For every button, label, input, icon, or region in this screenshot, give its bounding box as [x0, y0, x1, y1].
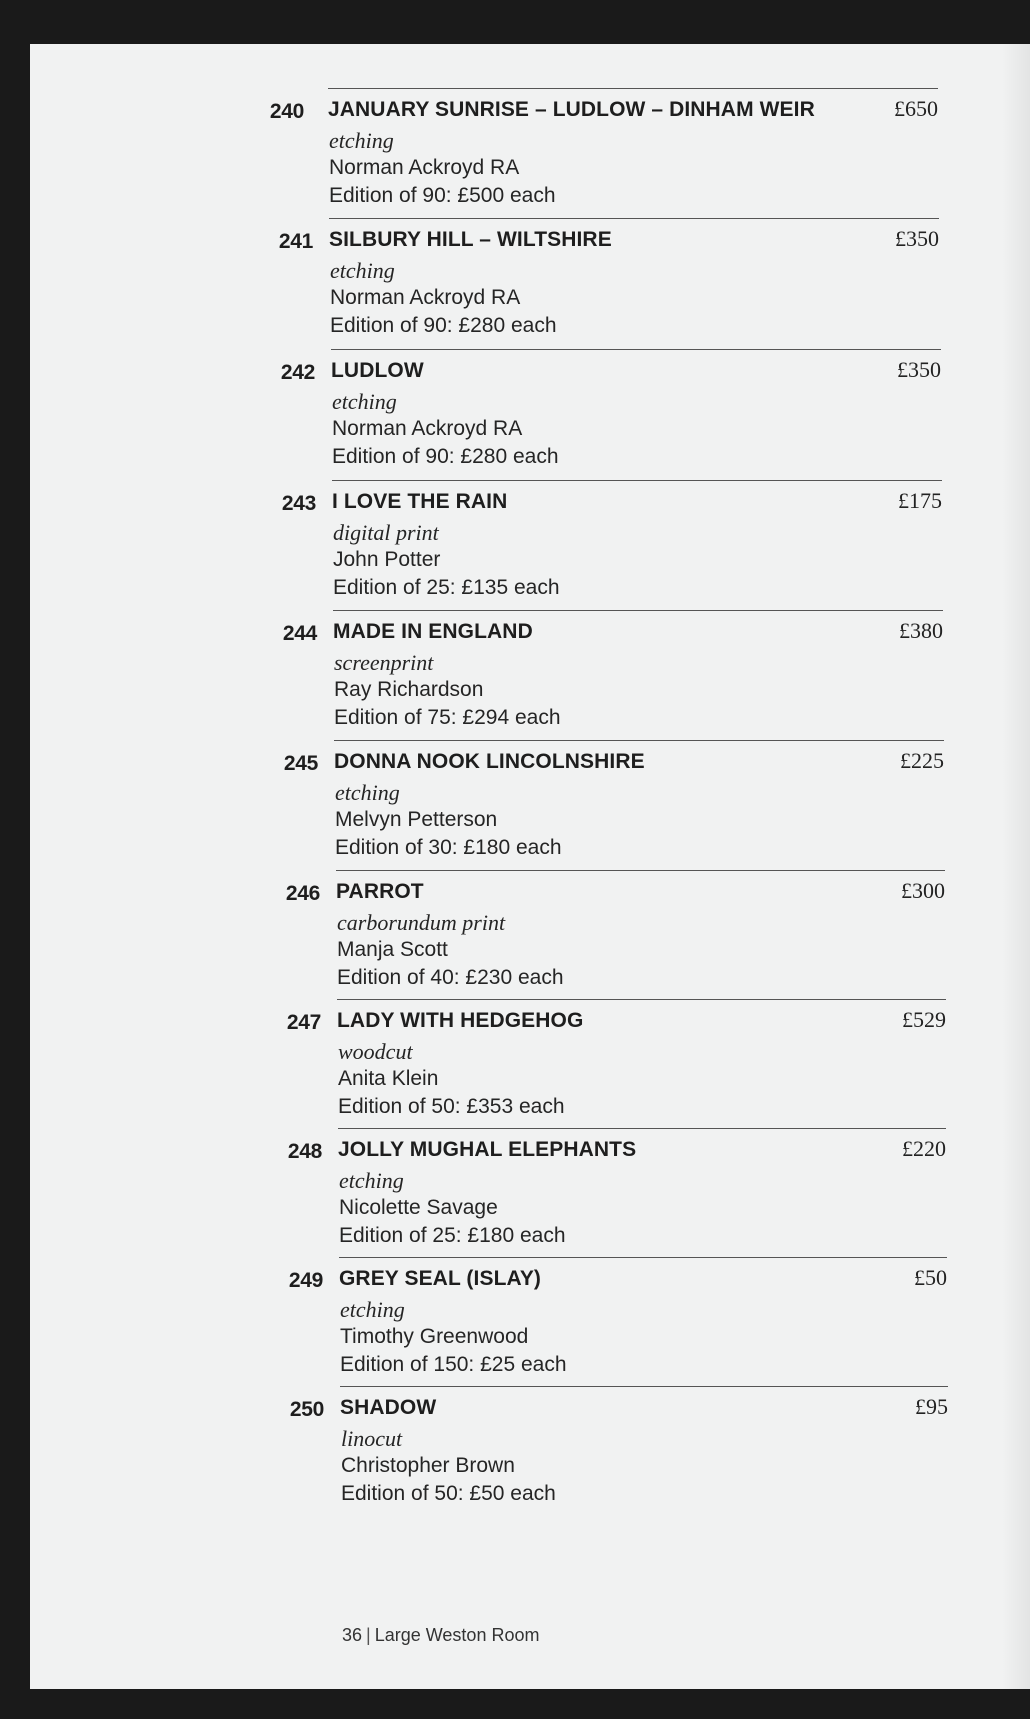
entry-241	[278, 218, 939, 348]
catalogue-page	[30, 44, 1030, 1689]
lot-number: 242	[280, 361, 315, 384]
entry-divider	[329, 218, 939, 219]
lot-number: 249	[288, 1269, 323, 1292]
artist-name: Christopher Brown	[341, 1454, 515, 1477]
edition-info: Edition of 50: £353 each	[338, 1095, 565, 1118]
entry-249	[288, 1257, 947, 1387]
entry-240	[269, 88, 938, 218]
entry-250	[289, 1386, 948, 1516]
artwork-title: I LOVE THE RAIN	[332, 490, 508, 513]
entry-248	[287, 1128, 946, 1258]
artwork-price: £529	[902, 1007, 946, 1032]
edition-info: Edition of 75: £294 each	[334, 706, 561, 729]
entry-divider	[332, 480, 942, 481]
entry-divider	[334, 740, 944, 741]
artist-name: Norman Ackroyd RA	[332, 417, 523, 440]
artwork-medium: etching	[329, 128, 394, 153]
edition-info: Edition of 30: £180 each	[335, 836, 562, 859]
entry-divider	[339, 1257, 947, 1258]
artwork-title: JOLLY MUGHAL ELEPHANTS	[338, 1138, 637, 1161]
artwork-title: GREY SEAL (ISLAY)	[339, 1267, 542, 1290]
edition-info: Edition of 25: £180 each	[339, 1224, 566, 1247]
artwork-medium: digital print	[333, 520, 439, 545]
artwork-medium: linocut	[341, 1426, 403, 1451]
artwork-medium: carborundum print	[337, 910, 506, 935]
artwork-price: £175	[898, 488, 942, 513]
artwork-medium: woodcut	[338, 1039, 413, 1064]
lot-number: 246	[285, 882, 320, 905]
lot-number: 245	[283, 752, 318, 775]
artwork-title: DONNA NOOK LINCOLNSHIRE	[334, 750, 645, 773]
artwork-medium: etching	[335, 780, 400, 805]
artwork-title: PARROT	[336, 880, 424, 903]
edition-info: Edition of 90: £280 each	[330, 314, 557, 337]
artwork-medium: etching	[330, 258, 395, 283]
lot-number: 241	[278, 230, 313, 253]
entry-divider	[331, 349, 941, 350]
artwork-medium: etching	[339, 1168, 404, 1193]
artist-name: Manja Scott	[337, 938, 448, 961]
entry-245	[283, 740, 944, 870]
page-edge-shadow	[1002, 44, 1030, 1689]
artist-name: Nicolette Savage	[339, 1196, 498, 1219]
artist-name: John Potter	[333, 548, 441, 571]
entry-divider	[337, 999, 946, 1000]
artwork-title: LADY WITH HEDGEHOG	[337, 1009, 584, 1032]
artwork-title: JANUARY SUNRISE – LUDLOW – DINHAM WEIR	[328, 98, 815, 121]
entry-242	[280, 349, 941, 479]
lot-number: 243	[281, 492, 316, 515]
artist-name: Timothy Greenwood	[340, 1325, 529, 1348]
entry-divider	[336, 870, 945, 871]
artwork-price: £50	[914, 1265, 947, 1290]
artwork-medium: screenprint	[334, 650, 434, 675]
artwork-price: £225	[900, 748, 944, 773]
lot-number: 250	[289, 1398, 324, 1421]
artwork-price: £650	[894, 96, 938, 121]
lot-number: 247	[286, 1011, 321, 1034]
edition-info: Edition of 25: £135 each	[333, 576, 560, 599]
artist-name: Norman Ackroyd RA	[329, 156, 520, 179]
lot-number: 244	[282, 622, 317, 645]
artist-name: Anita Klein	[338, 1067, 439, 1090]
artwork-price: £95	[915, 1394, 948, 1419]
page-footer	[342, 1625, 539, 1646]
artwork-medium: etching	[340, 1297, 405, 1322]
entry-divider	[338, 1128, 946, 1129]
footer-separator: |	[366, 1625, 371, 1645]
artist-name: Ray Richardson	[334, 678, 484, 701]
edition-info: Edition of 90: £280 each	[332, 445, 559, 468]
entry-divider	[340, 1386, 948, 1387]
artwork-title: SILBURY HILL – WILTSHIRE	[329, 228, 612, 251]
edition-info: Edition of 50: £50 each	[341, 1482, 556, 1505]
artwork-medium: etching	[332, 389, 397, 414]
entry-244	[282, 610, 943, 740]
entry-divider	[328, 88, 938, 89]
lot-number: 248	[287, 1140, 322, 1163]
artwork-price: £350	[895, 226, 939, 251]
entry-246	[285, 870, 945, 1000]
edition-info: Edition of 90: £500 each	[329, 184, 556, 207]
edition-info: Edition of 40: £230 each	[337, 966, 564, 989]
artwork-price: £350	[897, 357, 941, 382]
artwork-price: £300	[901, 878, 945, 903]
lot-number: 240	[269, 100, 304, 123]
artist-name: Norman Ackroyd RA	[330, 286, 521, 309]
artist-name: Melvyn Petterson	[335, 808, 498, 831]
room-name: Large Weston Room	[374, 1625, 540, 1645]
entry-divider	[333, 610, 943, 611]
artwork-title: LUDLOW	[331, 359, 424, 382]
artwork-title: MADE IN ENGLAND	[333, 620, 533, 643]
artwork-price: £220	[902, 1136, 946, 1161]
artwork-price: £380	[899, 618, 943, 643]
entry-243	[281, 480, 942, 610]
page-number: 36	[342, 1625, 363, 1645]
artwork-title: SHADOW	[340, 1396, 437, 1419]
entry-247	[286, 999, 946, 1129]
edition-info: Edition of 150: £25 each	[340, 1353, 567, 1376]
